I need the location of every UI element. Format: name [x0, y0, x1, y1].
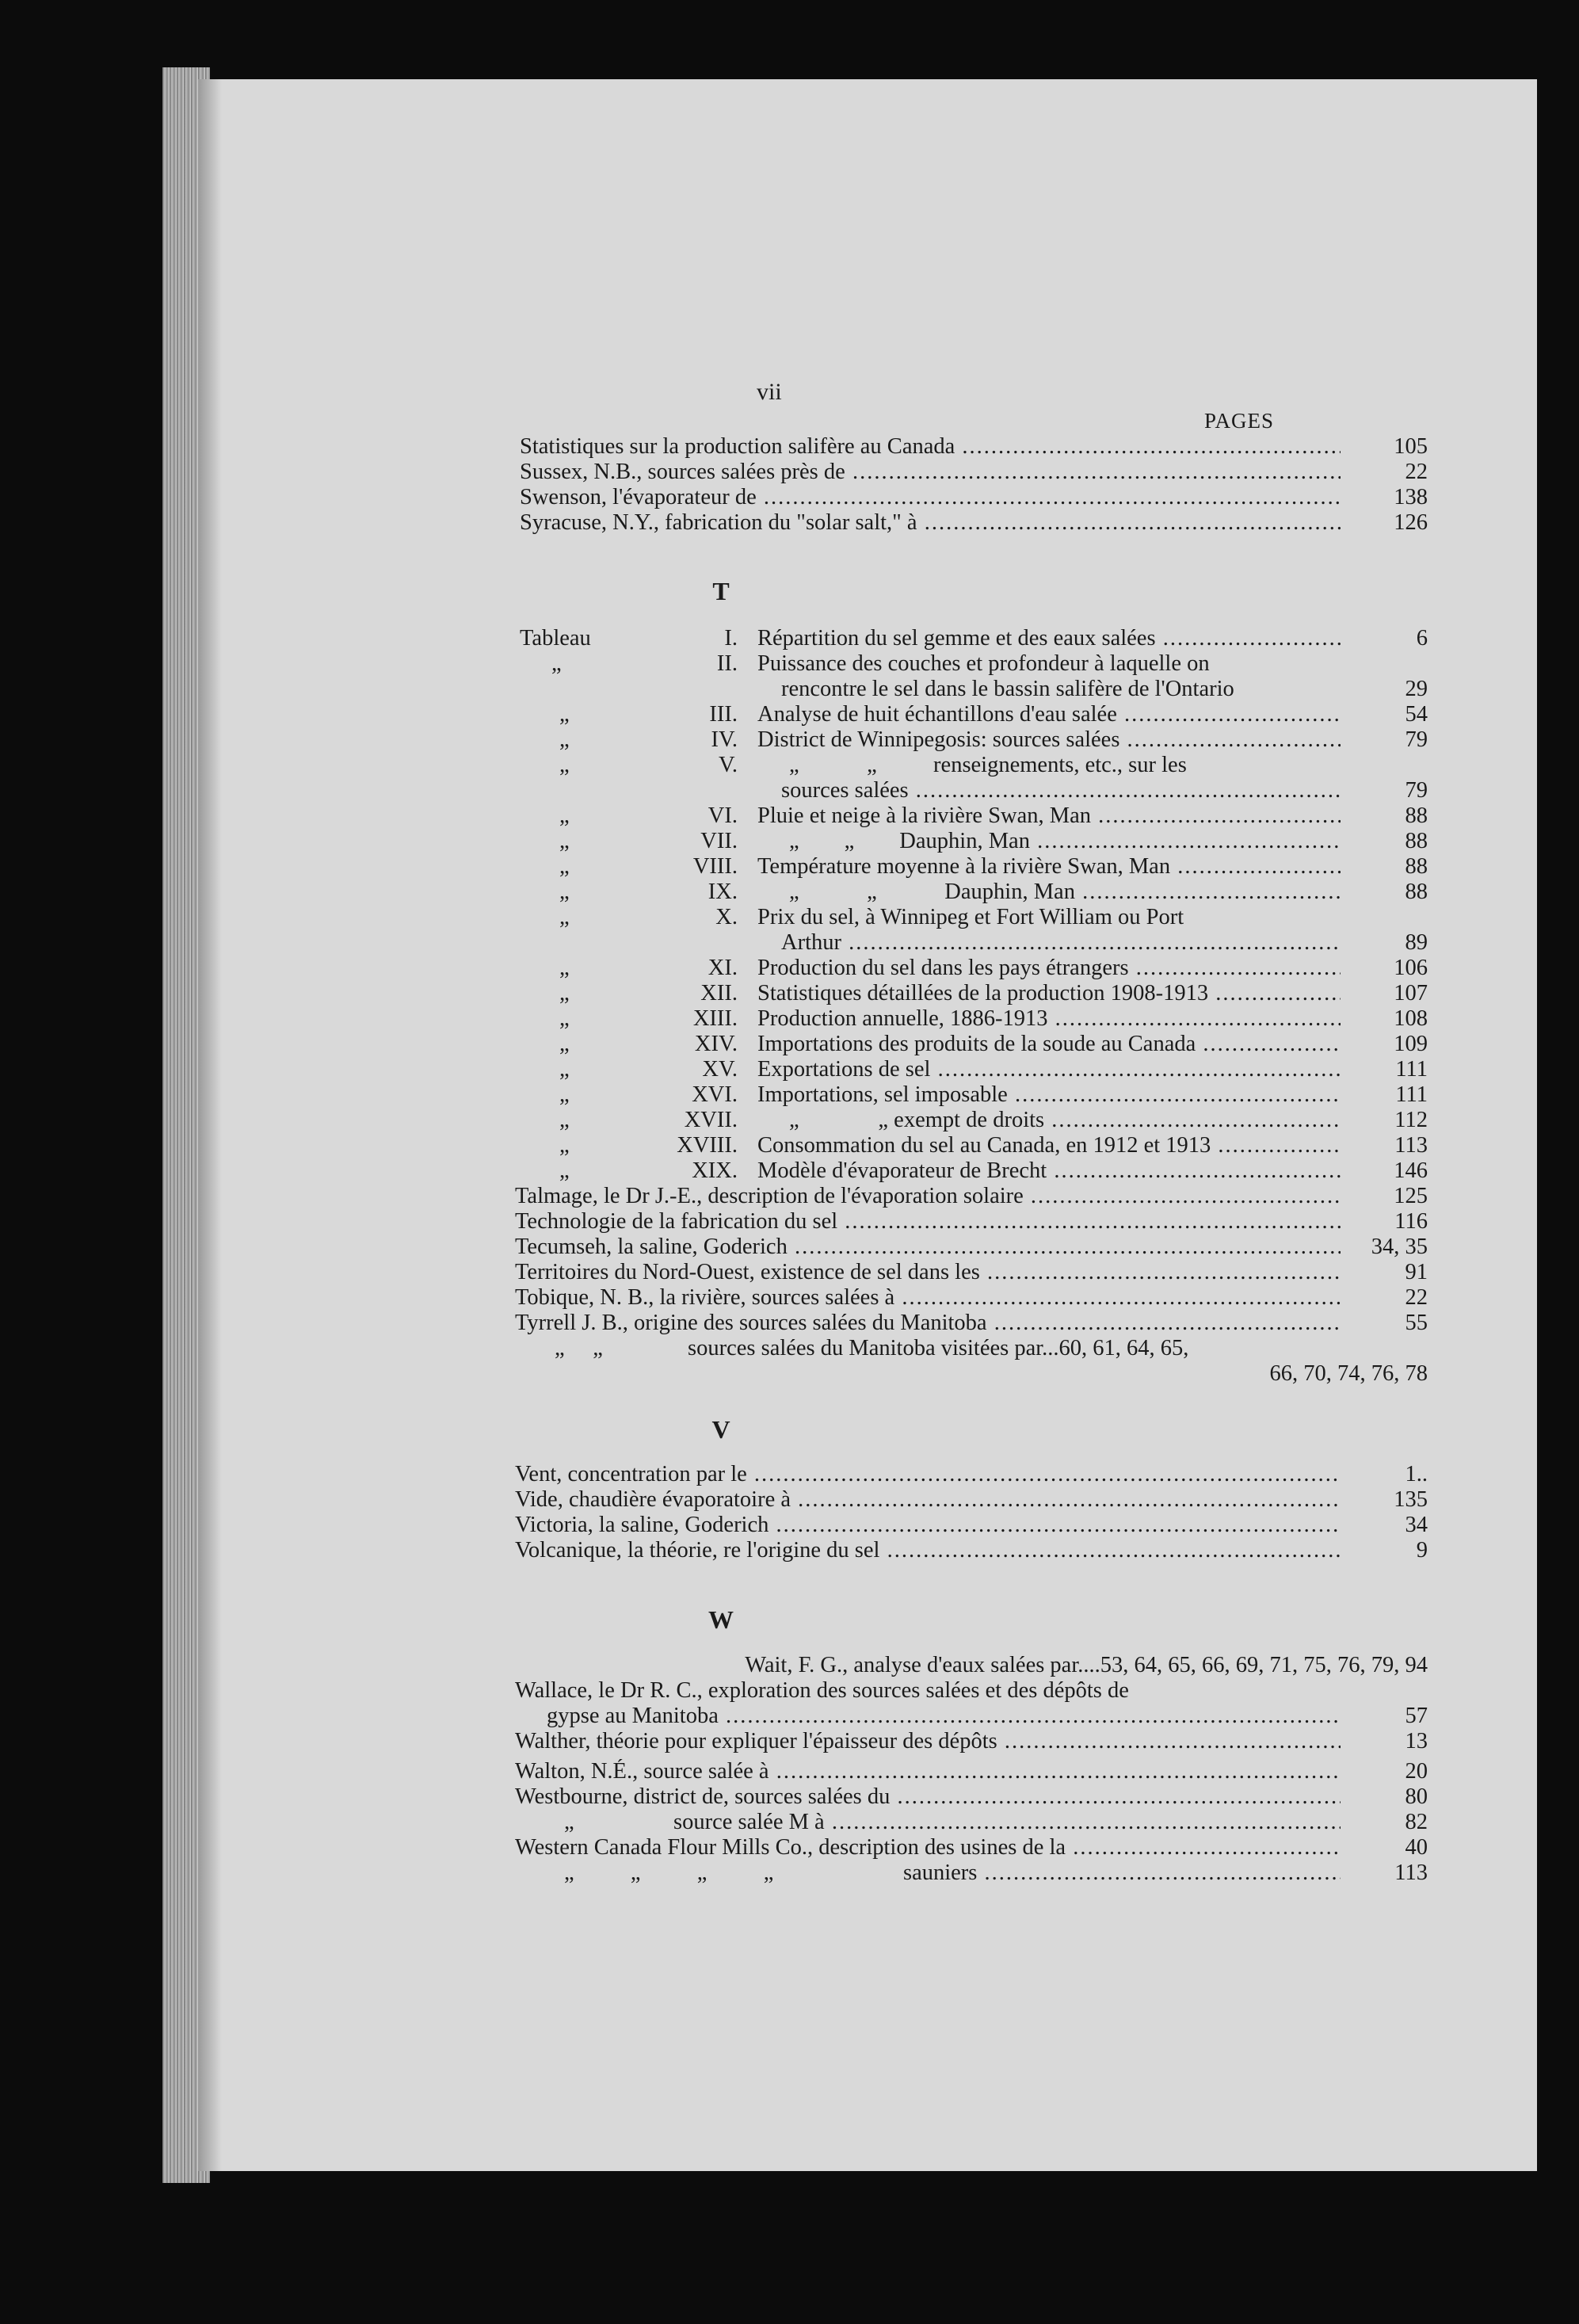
tyrrell-ditto: „ „: [555, 1336, 603, 1360]
pages-column-header: PAGES: [1203, 409, 1274, 433]
wallace-continuation: gypse au Manitoba ..... 57: [547, 1704, 1428, 1729]
index-entry: Tyrrell J. B., origine des sources salées du Manitoba ..... 55: [515, 1311, 1428, 1336]
tableau-row: „ XI. Production du sel dans les pays étrangers ..... 106: [520, 956, 1428, 981]
page-number: vii: [757, 379, 782, 405]
tableau-row: „ XVIII. Consommation du sel au Canada, en 1912 et 1913 ..... 113: [520, 1133, 1428, 1158]
tableau-row: „ VIII. Température moyenne à la rivière Swan, Man ..... 88: [520, 854, 1428, 880]
tableau-row: „ XVII. „ „ exempt de droits ..... 112: [520, 1108, 1428, 1133]
index-entry: Walton, N.É., source salée à ..... 20: [515, 1759, 1428, 1784]
westbourne-continuation: source salée M à ..... 82: [673, 1810, 1428, 1835]
section-letter-v: V: [711, 1415, 730, 1444]
tableau-row: „ XIII. Production annuelle, 1886-1913 ..... 108: [520, 1006, 1428, 1032]
wait-entry: Wait, F. G., analyse d'eaux salées par....53, 64, 65, 66, 69, 71, 75, 76, 79, 94: [745, 1653, 1428, 1677]
index-entry: Sussex, N.B., sources salées près de ..... 22: [520, 460, 1428, 485]
tableau-row: „ X. Prix du sel, à Winnipeg et Fort William ou Port: [559, 905, 1184, 929]
index-entry: Syracuse, N.Y., fabrication du "solar salt," à ..... 126: [520, 510, 1428, 536]
section-letter-t: T: [712, 577, 730, 605]
index-entry: Tobique, N. B., la rivière, sources salées à ..... 22: [515, 1285, 1428, 1311]
tableau-row: „ XIX. Modèle d'évaporateur de Brecht ..... 146: [520, 1158, 1428, 1184]
index-entry: Tecumseh, la saline, Goderich ..... 34, 35: [515, 1235, 1428, 1260]
tableau-row: Tableau I. Répartition du sel gemme et des eaux salées ..... 6: [520, 626, 1428, 651]
index-entry: Volcanique, la théorie, re l'origine du sel ..... 9: [515, 1538, 1428, 1563]
tableau-row: „ XVI. Importations, sel imposable ..... 111: [520, 1082, 1428, 1108]
index-entry: Swenson, l'évaporateur de ..... 138: [520, 485, 1428, 510]
tableau-row: „ V. „ „ renseignements, etc., sur les: [559, 753, 1187, 777]
westbourne-ditto: „: [564, 1810, 574, 1834]
index-entry: Talmage, le Dr J.-E., description de l'évaporation solaire ..... 125: [515, 1184, 1428, 1209]
tableau-row: Arthur ..... 89: [520, 930, 1428, 956]
index-entry: Vent, concentration par le ..... 1..: [515, 1462, 1428, 1487]
gutter-shadow: [198, 79, 222, 2171]
index-entry: Westbourne, district de, sources salées du ..... 80: [515, 1784, 1428, 1810]
tableau-row: sources salées ..... 79: [520, 778, 1428, 803]
tableau-row: „ IV. District de Winnipegosis: sources salées ..... 79: [520, 727, 1428, 753]
tableau-row: „ VI. Pluie et neige à la rivière Swan, Man ..... 88: [520, 803, 1428, 829]
wallace-entry: Wallace, le Dr R. C., exploration des sources salées et des dépôts de: [515, 1678, 1129, 1703]
section-letter-w: W: [708, 1605, 734, 1634]
index-entry: Technologie de la fabrication du sel ..... 116: [515, 1209, 1428, 1235]
tableau-row: „ II. Puissance des couches et profondeur à laquelle on: [551, 651, 1210, 676]
tableau-row: „ XV. Exportations de sel ..... 111: [520, 1057, 1428, 1082]
tableau-row: „ VII. „ „ Dauphin, Man ..... 88: [520, 829, 1428, 854]
index-entry: Vide, chaudière évaporatoire à ..... 135: [515, 1487, 1428, 1513]
tableau-row: „ XIV. Importations des produits de la soude au Canada ..... 109: [520, 1032, 1428, 1057]
tyrrell-pages: 66, 70, 74, 76, 78: [1269, 1361, 1428, 1386]
tableau-row: rencontre le sel dans le bassin salifère de l'Ontario 29: [781, 677, 1428, 701]
tableau-row: „ XII. Statistiques détaillées de la production 1908-1913 ..... 107: [520, 981, 1428, 1006]
western-ditto: „ „ „ „: [564, 1860, 774, 1885]
index-entry: Western Canada Flour Mills Co., description des usines de la ..... 40: [515, 1835, 1428, 1860]
index-entry: Victoria, la saline, Goderich ..... 34: [515, 1513, 1428, 1538]
tableau-row: „ IX. „ „ Dauphin, Man ..... 88: [520, 880, 1428, 905]
index-entry: Walther, théorie pour expliquer l'épaisseur des dépôts ..... 13: [515, 1729, 1428, 1754]
index-entry: Statistiques sur la production salifère au Canada ..... 105: [520, 434, 1428, 460]
tyrrell-continuation: sources salées du Manitoba visitées par...60, 61, 64, 65,: [688, 1336, 1189, 1360]
tableau-row: „ III. Analyse de huit échantillons d'eau salée ..... 54: [520, 702, 1428, 727]
western-continuation: sauniers ..... 113: [903, 1860, 1428, 1886]
index-entry: Territoires du Nord-Ouest, existence de sel dans les ..... 91: [515, 1260, 1428, 1285]
